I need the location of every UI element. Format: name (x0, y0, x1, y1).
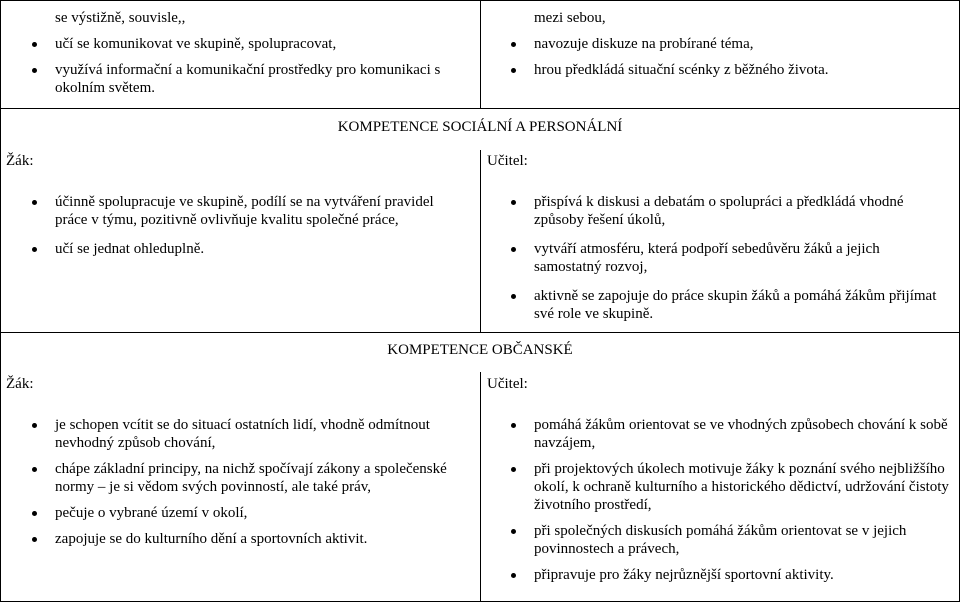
list-item: při projektových úkolech motivuje žáky k poznání svého nejbližšího okolí, k ochraně kulturního a historického dědictví, udržování čistoty životního prostředí, (507, 460, 949, 514)
list-item: připravuje pro žáky nejrůznější sportovní aktivity. (507, 566, 949, 584)
table-border-left (0, 0, 1, 602)
list-item: pomáhá žákům orientovat se ve vhodných způsobech chování k sobě navzájem, (507, 416, 949, 452)
list-item: hrou předkládá situační scénky z běžného života. (507, 61, 952, 79)
list-item: přispívá k diskusi a debatám o spolupráci a předkládá vhodné způsoby řešení úkolů, (507, 193, 949, 229)
list-item: mezi sebou, (534, 10, 606, 26)
teacher-label: Učitel: (487, 376, 528, 392)
row-divider-1 (0, 108, 960, 109)
column-divider-civic (480, 372, 481, 601)
section-heading-civic: KOMPETENCE OBČANSKÉ (387, 342, 573, 358)
list-item: využívá informační a komunikační prostředky pro komunikaci s okolním světem. (28, 61, 473, 97)
student-label: Žák: (6, 376, 34, 392)
list-item: se výstižně, souvisle,, (55, 10, 186, 26)
column-divider-social (480, 150, 481, 332)
list-item: vytváří atmosféru, která podpoří sebedůvěru žáků a jejich samostatný rozvoj, (507, 240, 949, 276)
top-right-list (507, 9, 952, 79)
civic-teacher-list (507, 416, 949, 584)
social-student-list (28, 193, 468, 258)
list-item: navozuje diskuze na probírané téma, (507, 35, 952, 53)
top-left-list (28, 9, 473, 97)
list-item: učí se komunikovat ve skupině, spolupracovat, (28, 35, 473, 53)
list-item: účinně spolupracuje ve skupině, podílí se na vytváření pravidel práce v týmu, pozitivně ovlivňuje kvalitu společné práce, (28, 193, 468, 229)
teacher-label: Učitel: (487, 153, 528, 169)
civic-student-list (28, 416, 468, 548)
list-item: je schopen vcítit se do situací ostatních lidí, vhodně odmítnout nevhodný způsob chování, (28, 416, 468, 452)
row-divider-2 (0, 332, 960, 333)
list-item: učí se jednat ohleduplně. (28, 240, 468, 258)
list-item: chápe základní principy, na nichž spočívají zákony a společenské normy – je si vědom svých povinností, ale také práv, (28, 460, 468, 496)
list-item: zapojuje se do kulturního dění a sportovních aktivit. (28, 530, 468, 548)
section-heading-social: KOMPETENCE SOCIÁLNÍ A PERSONÁLNÍ (337, 119, 623, 135)
social-teacher-list (507, 193, 949, 323)
list-item: pečuje o vybrané území v okolí, (28, 504, 468, 522)
list-item: aktivně se zapojuje do práce skupin žáků a pomáhá žákům přijímat své role ve skupině. (507, 287, 949, 323)
list-item: při společných diskusích pomáhá žákům orientovat se v jejich povinnostech a právech, (507, 522, 949, 558)
column-divider-top (480, 0, 481, 108)
student-label: Žák: (6, 153, 34, 169)
